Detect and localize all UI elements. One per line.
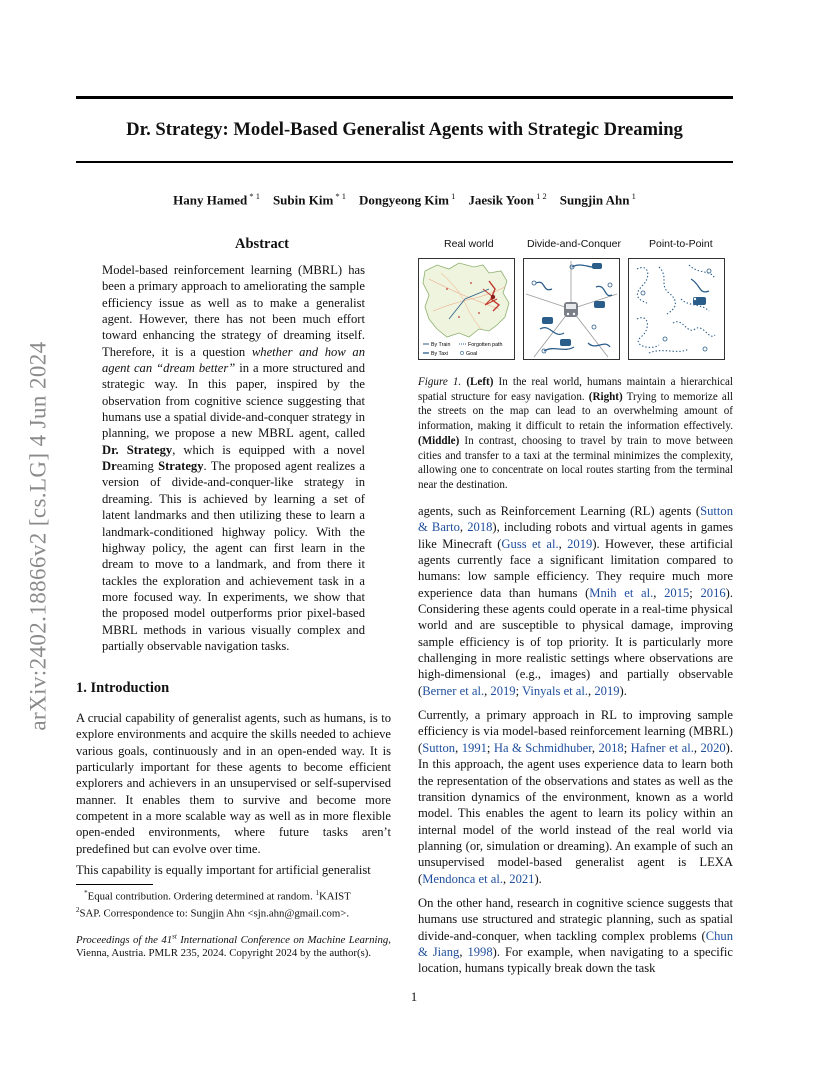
title-rule-top: [76, 96, 733, 99]
body-text-run: ). For example, when navigating to a specific location, humans typically break down the task: [418, 944, 733, 976]
body-paragraph-2: [418, 707, 733, 887]
author-affiliation-mark: * 1: [247, 191, 260, 201]
body-text-run: ,: [459, 944, 468, 959]
legend-forgotten-path: Forgotten path: [468, 342, 503, 348]
citation-link[interactable]: Hafner et al.: [630, 740, 694, 755]
legend-by-taxi: By Taxi: [431, 351, 448, 357]
abstract-emphasis: whether and how an agent can “dream better”: [102, 344, 365, 376]
proceedings-note: Proceedings of the 41st International Conference on Machine Learning, Vienna, Austria. PMLR 235, 2024. Copyright 2024 by the author(s).: [76, 932, 391, 960]
body-text-run: On the other hand, research in cognitive science suggests that humans use structured and strategic planning, such as spatial divide-and-conquer, when tackling complex problems (: [418, 895, 733, 943]
citation-link[interactable]: 2018: [598, 740, 624, 755]
figure-panel-point-to-point: [628, 258, 725, 360]
citation-link[interactable]: Guss et al.: [501, 536, 559, 551]
figure-label-divide-and-conquer: Divide-and-Conquer: [527, 238, 621, 250]
body-text-run: ). However, these artificial agents currently face a significant limitation compared to humans: low sample efficiency. They require much more experience data than humans (: [418, 536, 734, 600]
citation-link[interactable]: Mendonca et al.: [422, 871, 503, 886]
citation-link[interactable]: Berner et al.: [422, 683, 485, 698]
arxiv-identifier-stamp: arXiv:2402.18866v2 [cs.LG] 4 Jun 2024: [25, 341, 51, 731]
body-text-run: ,: [653, 585, 665, 600]
real-world-map-graphic: [419, 259, 514, 359]
author-affiliation-mark: 1 2: [533, 191, 547, 201]
abstract-body: Model-based reinforcement learning (MBRL) has been a primary approach to ameliorating the sample efficiency issue as well as to make a generalist agent. However, there has not been much effort toward enhancing the strategy of dreaming itself. Therefore, it is a question whether and how an agent can “dream better” in a more structured and strategic way. In this paper, inspired by the observation from cognitive science suggesting that humans use a spatial divide-and-conquer strategy in planning, we propose a new MBRL agent, called Dr. Strategy, which is equipped with a novel Dreaming Strategy. The proposed agent realizes a version of divide-and-conquer-like strategy in dreaming. This is achieved by learning a set of latent landmarks and then utilizing these to learn a landmark-conditioned highway policy. With the highway policy, the agent can first learn in the dream to move to a landmark, and from there it tackles the exploration and achievement task in a more focused way. In experiments, we show that the proposed model outperforms prior pixel-based MBRL methods in various visually complex and partially observable navigation tasks.: [102, 263, 365, 653]
point-to-point-graphic: [629, 259, 724, 359]
body-text-run: Currently, a primary approach in RL to improving sample efficiency is via model-based reinforcement learning (MBRL) (: [418, 708, 733, 755]
body-paragraph-3: [418, 895, 733, 977]
citation-link[interactable]: 1998: [467, 944, 493, 959]
introduction-paragraph-2: This capability is equally important for artificial generalist: [76, 863, 371, 877]
body-text-run: ,: [558, 536, 568, 551]
author-name: Dongyeong Kim: [359, 192, 449, 208]
abstract-heading: Abstract: [235, 236, 289, 252]
body-text-run: ,: [455, 740, 462, 755]
body-text-run: ;: [623, 740, 631, 755]
figure-label-point-to-point: Point-to-Point: [649, 238, 713, 250]
title-rule-bottom: [76, 161, 733, 163]
citation-link[interactable]: Chun & Jiang: [418, 928, 733, 959]
author-name: Sungjin Ahn: [559, 192, 630, 208]
citation-link[interactable]: 2016: [700, 585, 726, 600]
introduction-paragraph: A crucial capability of generalist agents, such as humans, is to explore environments and acquire the skills needed to achieve various goals, continuously and in an open-ended way. It is particularly important for these agents to become efficient explorers and achievers in an unsupervised or self-supervised manner. It enables them to survive and become more competent in a more scalable way as well as in more flexible open-ended environments, where future tasks aren’t predefined but can evolve over time.: [76, 711, 391, 856]
body-text-run: ;: [486, 740, 494, 755]
citation-link[interactable]: Sutton & Barto: [418, 504, 733, 535]
page-number: 1: [410, 990, 418, 1004]
legend-goal: Goal: [466, 351, 478, 357]
figure-panel-divide-and-conquer: [523, 258, 620, 360]
author-affiliation-mark: 1: [629, 191, 636, 201]
citation-link[interactable]: 1991: [461, 740, 487, 755]
divide-and-conquer-graphic: [524, 259, 619, 359]
body-text-run: ). Considering these agents could operate in a real-time physical world and are susceptible to physical damage, improving sample efficiency is of top priority. It is particularly more challenging in more realistic settings where observations are high-dimensional (e.g., images) and partially observable (: [418, 585, 733, 698]
section-heading-introduction: 1. Introduction: [76, 680, 170, 696]
citation-link[interactable]: Sutton: [422, 740, 456, 755]
author-affiliation-mark: * 1: [333, 191, 347, 201]
body-text-run: ,: [459, 520, 468, 535]
citation-link[interactable]: Ha & Schmidhuber: [493, 740, 592, 755]
body-text-run: ,: [484, 683, 491, 698]
body-text-run: ,: [693, 740, 701, 755]
right-column-body: [418, 503, 733, 977]
footnote: *Equal contribution. Ordering determined at random. $^1$KAIST $^2$SAP. Correspondence to: Sungjin Ahn <sjn.ahn@gmail.com>.: [76, 889, 351, 920]
paper-title: Dr. Strategy: Model-Based Generalist Agents with Strategic Dreaming: [126, 119, 683, 140]
citation-link[interactable]: 2020: [700, 740, 726, 755]
figure-panel-real-world: [418, 258, 515, 360]
author-name: Subin Kim: [272, 192, 334, 208]
author-name: Hany Hamed: [173, 192, 248, 208]
legend-by-train: By Train: [431, 342, 451, 348]
body-paragraph-1: [418, 503, 733, 699]
author-list: [76, 191, 733, 208]
author-name: Jaesik Yoon: [468, 192, 534, 208]
citation-link[interactable]: Vinyals et al.: [522, 683, 589, 698]
citation-link[interactable]: Mnih et al.: [589, 585, 654, 600]
citation-link[interactable]: 2018: [467, 520, 493, 535]
citation-link[interactable]: 2021: [509, 871, 535, 886]
citation-link[interactable]: 2019: [567, 536, 593, 551]
citation-link[interactable]: 2015: [664, 585, 690, 600]
body-text-run: ;: [689, 585, 701, 600]
citation-link[interactable]: 2019: [594, 683, 620, 698]
body-text-run: ,: [591, 740, 599, 755]
body-text-run: ).: [534, 871, 542, 886]
footnote-rule: [76, 884, 153, 885]
figure-caption: Figure 1. (Left) In the real world, humans maintain a hierarchical spatial structure for easy navigation. (Right) Trying to memorize all the streets on the map can lead to an overwhelming amount of information, making it difficult to retain the information effectively. (Middle) In contrast, choosing to travel by train to move between cities and transfer to a taxi at the terminal minimizes the complexity, allowing one to concentrate on local routes starting from the terminal near the destination.: [418, 376, 733, 491]
body-text-run: ).: [619, 683, 627, 698]
citation-link[interactable]: 2019: [490, 683, 516, 698]
body-text-run: ), including robots and virtual agents in games like Minecraft (: [418, 520, 733, 551]
body-text-run: ,: [502, 871, 510, 886]
author-affiliation-mark: 1: [448, 191, 456, 201]
body-text-run: ,: [588, 683, 595, 698]
body-text-run: agents, such as Reinforcement Learning (RL) agents (: [418, 504, 701, 518]
figure-label-real-world: Real world: [444, 238, 494, 250]
body-text-run: ). In this approach, the agent uses experience data to learn both the representation of the observations and states as well as the transition dynamics of the environment, known as a world model. This enables the agent to learn its policy within an internal model of the world instead of the real world via planning (or, simulation or dreaming). An example of such an unsupervised model-based generalist agent is LEXA (: [418, 740, 733, 886]
body-text-run: ;: [515, 683, 522, 698]
